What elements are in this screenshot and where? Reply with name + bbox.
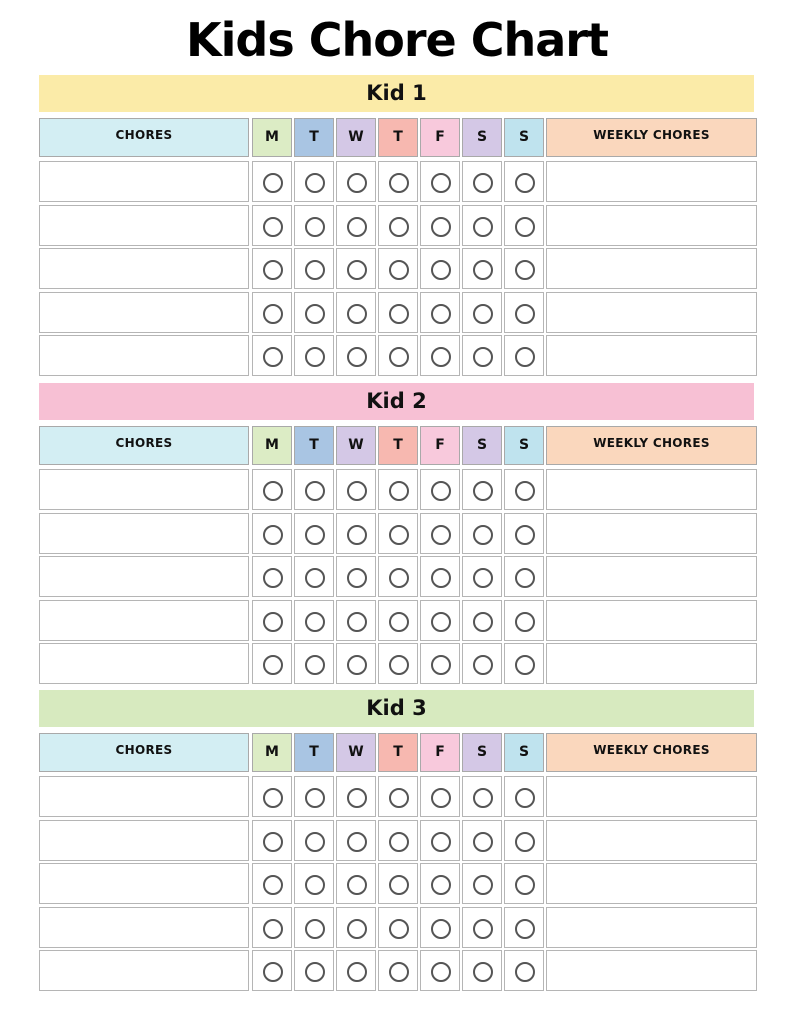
day-check-cell	[252, 335, 292, 376]
chore-entry-cell[interactable]	[39, 643, 249, 684]
day-column-header: F	[420, 118, 460, 157]
day-check-cell	[252, 205, 292, 246]
day-check-cell	[252, 600, 292, 641]
checkbox-circle[interactable]	[473, 304, 493, 324]
day-check-cell	[420, 335, 460, 376]
day-check-cell	[462, 907, 502, 948]
kid-name-banner: Kid 1	[39, 75, 754, 112]
checkbox-circle[interactable]	[515, 962, 535, 982]
day-check-cell	[420, 248, 460, 289]
day-column-header: T	[378, 733, 418, 772]
day-check-cell	[378, 335, 418, 376]
day-check-cell	[252, 907, 292, 948]
day-check-cell	[378, 292, 418, 333]
checkbox-circle[interactable]	[263, 832, 283, 852]
day-check-cell	[504, 205, 544, 246]
day-check-cell	[294, 161, 334, 202]
kid-name-banner: Kid 2	[39, 383, 754, 420]
chores-column-header: CHORES	[39, 426, 249, 465]
weekly-chore-entry-cell[interactable]	[546, 205, 757, 246]
checkbox-circle[interactable]	[515, 655, 535, 675]
checkbox-circle[interactable]	[263, 875, 283, 895]
checkbox-circle[interactable]	[515, 788, 535, 808]
day-check-cell	[378, 556, 418, 597]
chores-column-header: CHORES	[39, 733, 249, 772]
checkbox-circle[interactable]	[431, 919, 451, 939]
checkbox-circle[interactable]	[305, 304, 325, 324]
day-check-cell	[294, 600, 334, 641]
day-check-cell	[294, 776, 334, 817]
day-check-cell	[336, 161, 376, 202]
checkbox-circle[interactable]	[473, 788, 493, 808]
chore-entry-cell[interactable]	[39, 820, 249, 861]
checkbox-circle[interactable]	[347, 304, 367, 324]
checkbox-circle[interactable]	[389, 260, 409, 280]
day-check-cell	[378, 950, 418, 991]
day-column-header: F	[420, 733, 460, 772]
day-check-cell	[504, 292, 544, 333]
day-check-cell	[378, 248, 418, 289]
kid-name-banner: Kid 3	[39, 690, 754, 727]
weekly-chore-entry-cell[interactable]	[546, 776, 757, 817]
checkbox-circle[interactable]	[389, 525, 409, 545]
chore-entry-cell[interactable]	[39, 161, 249, 202]
checkbox-circle[interactable]	[305, 568, 325, 588]
day-check-cell	[462, 600, 502, 641]
day-check-cell	[336, 556, 376, 597]
day-check-cell	[462, 643, 502, 684]
day-check-cell	[252, 820, 292, 861]
day-check-cell	[336, 907, 376, 948]
checkbox-circle[interactable]	[305, 525, 325, 545]
day-column-header: M	[252, 118, 292, 157]
checkbox-circle[interactable]	[515, 347, 535, 367]
chore-entry-cell[interactable]	[39, 556, 249, 597]
checkbox-circle[interactable]	[431, 568, 451, 588]
checkbox-circle[interactable]	[389, 347, 409, 367]
weekly-chore-entry-cell[interactable]	[546, 950, 757, 991]
checkbox-circle[interactable]	[431, 655, 451, 675]
checkbox-circle[interactable]	[515, 217, 535, 237]
day-check-cell	[420, 776, 460, 817]
day-check-cell	[378, 600, 418, 641]
checkbox-circle[interactable]	[389, 788, 409, 808]
checkbox-circle[interactable]	[431, 217, 451, 237]
checkbox-circle[interactable]	[305, 962, 325, 982]
weekly-chore-entry-cell[interactable]	[546, 556, 757, 597]
checkbox-circle[interactable]	[347, 217, 367, 237]
checkbox-circle[interactable]	[473, 217, 493, 237]
day-check-cell	[504, 161, 544, 202]
checkbox-circle[interactable]	[389, 919, 409, 939]
checkbox-circle[interactable]	[347, 347, 367, 367]
checkbox-circle[interactable]	[263, 525, 283, 545]
day-column-header: M	[252, 733, 292, 772]
page-title: Kids Chore Chart	[186, 13, 608, 67]
day-check-cell	[420, 205, 460, 246]
checkbox-circle[interactable]	[389, 655, 409, 675]
checkbox-circle[interactable]	[389, 962, 409, 982]
checkbox-circle[interactable]	[347, 525, 367, 545]
checkbox-circle[interactable]	[431, 788, 451, 808]
day-check-cell	[336, 513, 376, 554]
day-check-cell	[336, 950, 376, 991]
checkbox-circle[interactable]	[515, 832, 535, 852]
checkbox-circle[interactable]	[305, 481, 325, 501]
checkbox-circle[interactable]	[473, 481, 493, 501]
chores-column-header: CHORES	[39, 118, 249, 157]
checkbox-circle[interactable]	[305, 612, 325, 632]
day-check-cell	[462, 205, 502, 246]
day-column-header: T	[294, 118, 334, 157]
checkbox-circle[interactable]	[263, 919, 283, 939]
day-check-cell	[252, 643, 292, 684]
checkbox-circle[interactable]	[347, 173, 367, 193]
checkbox-circle[interactable]	[263, 962, 283, 982]
chore-entry-cell[interactable]	[39, 513, 249, 554]
day-check-cell	[420, 907, 460, 948]
checkbox-circle[interactable]	[515, 568, 535, 588]
chore-entry-cell[interactable]	[39, 600, 249, 641]
checkbox-circle[interactable]	[515, 919, 535, 939]
day-check-cell	[504, 863, 544, 904]
checkbox-circle[interactable]	[431, 347, 451, 367]
day-check-cell	[294, 643, 334, 684]
checkbox-circle[interactable]	[305, 655, 325, 675]
day-check-cell	[420, 556, 460, 597]
day-check-cell	[504, 643, 544, 684]
checkbox-circle[interactable]	[431, 525, 451, 545]
weekly-chore-entry-cell[interactable]	[546, 161, 757, 202]
day-check-cell	[378, 820, 418, 861]
day-check-cell	[378, 907, 418, 948]
day-check-cell	[378, 863, 418, 904]
day-check-cell	[420, 600, 460, 641]
day-check-cell	[336, 335, 376, 376]
weekly-chores-column-header: WEEKLY CHORES	[546, 733, 757, 772]
day-check-cell	[294, 469, 334, 510]
checkbox-circle[interactable]	[515, 612, 535, 632]
day-check-cell	[252, 513, 292, 554]
checkbox-circle[interactable]	[431, 875, 451, 895]
day-check-cell	[462, 469, 502, 510]
chore-entry-cell[interactable]	[39, 776, 249, 817]
checkbox-circle[interactable]	[347, 655, 367, 675]
day-check-cell	[294, 556, 334, 597]
day-check-cell	[504, 335, 544, 376]
checkbox-circle[interactable]	[431, 962, 451, 982]
day-check-cell	[462, 776, 502, 817]
day-check-cell	[336, 776, 376, 817]
day-column-header: S	[462, 426, 502, 465]
day-check-cell	[504, 556, 544, 597]
checkbox-circle[interactable]	[389, 612, 409, 632]
checkbox-circle[interactable]	[347, 788, 367, 808]
weekly-chore-entry-cell[interactable]	[546, 292, 757, 333]
chore-entry-cell[interactable]	[39, 863, 249, 904]
checkbox-circle[interactable]	[431, 832, 451, 852]
checkbox-circle[interactable]	[263, 655, 283, 675]
day-check-cell	[462, 513, 502, 554]
day-check-cell	[294, 950, 334, 991]
checkbox-circle[interactable]	[305, 919, 325, 939]
day-column-header: S	[462, 733, 502, 772]
checkbox-circle[interactable]	[347, 568, 367, 588]
day-check-cell	[252, 776, 292, 817]
day-check-cell	[252, 863, 292, 904]
checkbox-circle[interactable]	[431, 304, 451, 324]
day-check-cell	[252, 161, 292, 202]
checkbox-circle[interactable]	[515, 260, 535, 280]
checkbox-circle[interactable]	[263, 217, 283, 237]
checkbox-circle[interactable]	[473, 173, 493, 193]
day-check-cell	[294, 907, 334, 948]
weekly-chores-column-header: WEEKLY CHORES	[546, 426, 757, 465]
weekly-chore-entry-cell[interactable]	[546, 820, 757, 861]
checkbox-circle[interactable]	[305, 832, 325, 852]
day-column-header: F	[420, 426, 460, 465]
checkbox-circle[interactable]	[431, 173, 451, 193]
checkbox-circle[interactable]	[263, 788, 283, 808]
checkbox-circle[interactable]	[389, 304, 409, 324]
day-check-cell	[462, 161, 502, 202]
day-check-cell	[252, 469, 292, 510]
checkbox-circle[interactable]	[473, 568, 493, 588]
checkbox-circle[interactable]	[431, 260, 451, 280]
checkbox-circle[interactable]	[305, 347, 325, 367]
day-check-cell	[294, 292, 334, 333]
checkbox-circle[interactable]	[347, 612, 367, 632]
day-check-cell	[504, 776, 544, 817]
chore-entry-cell[interactable]	[39, 292, 249, 333]
day-check-cell	[378, 776, 418, 817]
checkbox-circle[interactable]	[431, 612, 451, 632]
day-check-cell	[462, 950, 502, 991]
weekly-chore-entry-cell[interactable]	[546, 513, 757, 554]
weekly-chore-entry-cell[interactable]	[546, 907, 757, 948]
checkbox-circle[interactable]	[263, 260, 283, 280]
checkbox-circle[interactable]	[515, 173, 535, 193]
day-column-header: S	[462, 118, 502, 157]
checkbox-circle[interactable]	[389, 568, 409, 588]
day-check-cell	[420, 513, 460, 554]
day-check-cell	[420, 469, 460, 510]
checkbox-circle[interactable]	[263, 481, 283, 501]
day-check-cell	[504, 469, 544, 510]
day-check-cell	[420, 161, 460, 202]
day-check-cell	[252, 950, 292, 991]
day-column-header: T	[378, 426, 418, 465]
day-check-cell	[252, 556, 292, 597]
chore-entry-cell[interactable]	[39, 469, 249, 510]
checkbox-circle[interactable]	[305, 217, 325, 237]
day-column-header: S	[504, 733, 544, 772]
chore-entry-cell[interactable]	[39, 335, 249, 376]
day-check-cell	[420, 950, 460, 991]
day-column-header: T	[378, 118, 418, 157]
day-check-cell	[420, 820, 460, 861]
checkbox-circle[interactable]	[389, 832, 409, 852]
day-check-cell	[504, 820, 544, 861]
day-check-cell	[378, 513, 418, 554]
checkbox-circle[interactable]	[515, 875, 535, 895]
day-check-cell	[462, 335, 502, 376]
checkbox-circle[interactable]	[389, 173, 409, 193]
day-check-cell	[462, 248, 502, 289]
day-column-header: T	[294, 733, 334, 772]
day-column-header: W	[336, 426, 376, 465]
day-check-cell	[252, 292, 292, 333]
checkbox-circle[interactable]	[347, 832, 367, 852]
day-check-cell	[294, 513, 334, 554]
day-check-cell	[336, 292, 376, 333]
checkbox-circle[interactable]	[515, 481, 535, 501]
day-check-cell	[336, 469, 376, 510]
checkbox-circle[interactable]	[347, 481, 367, 501]
day-check-cell	[294, 863, 334, 904]
chore-entry-cell[interactable]	[39, 205, 249, 246]
checkbox-circle[interactable]	[473, 612, 493, 632]
checkbox-circle[interactable]	[263, 173, 283, 193]
chore-entry-cell[interactable]	[39, 248, 249, 289]
day-check-cell	[378, 643, 418, 684]
day-check-cell	[462, 820, 502, 861]
day-check-cell	[336, 863, 376, 904]
day-check-cell	[336, 248, 376, 289]
day-check-cell	[504, 513, 544, 554]
day-column-header: M	[252, 426, 292, 465]
weekly-chore-entry-cell[interactable]	[546, 469, 757, 510]
checkbox-circle[interactable]	[347, 919, 367, 939]
checkbox-circle[interactable]	[347, 962, 367, 982]
day-column-header: W	[336, 118, 376, 157]
day-check-cell	[252, 248, 292, 289]
day-column-header: W	[336, 733, 376, 772]
checkbox-circle[interactable]	[473, 525, 493, 545]
day-column-header: S	[504, 118, 544, 157]
checkbox-circle[interactable]	[389, 217, 409, 237]
checkbox-circle[interactable]	[305, 173, 325, 193]
day-check-cell	[294, 820, 334, 861]
day-check-cell	[504, 907, 544, 948]
checkbox-circle[interactable]	[515, 304, 535, 324]
day-check-cell	[336, 643, 376, 684]
checkbox-circle[interactable]	[515, 525, 535, 545]
day-check-cell	[378, 205, 418, 246]
day-check-cell	[504, 600, 544, 641]
day-check-cell	[420, 863, 460, 904]
checkbox-circle[interactable]	[263, 347, 283, 367]
weekly-chores-column-header: WEEKLY CHORES	[546, 118, 757, 157]
checkbox-circle[interactable]	[473, 962, 493, 982]
checkbox-circle[interactable]	[389, 481, 409, 501]
day-check-cell	[336, 205, 376, 246]
day-check-cell	[462, 863, 502, 904]
weekly-chore-entry-cell[interactable]	[546, 600, 757, 641]
checkbox-circle[interactable]	[473, 919, 493, 939]
day-check-cell	[336, 820, 376, 861]
day-check-cell	[378, 469, 418, 510]
day-check-cell	[294, 205, 334, 246]
checkbox-circle[interactable]	[473, 655, 493, 675]
checkbox-circle[interactable]	[347, 875, 367, 895]
day-check-cell	[504, 248, 544, 289]
checkbox-circle[interactable]	[263, 612, 283, 632]
checkbox-circle[interactable]	[305, 788, 325, 808]
weekly-chore-entry-cell[interactable]	[546, 643, 757, 684]
checkbox-circle[interactable]	[305, 875, 325, 895]
day-check-cell	[378, 161, 418, 202]
weekly-chore-entry-cell[interactable]	[546, 335, 757, 376]
day-column-header: T	[294, 426, 334, 465]
checkbox-circle[interactable]	[431, 481, 451, 501]
checkbox-circle[interactable]	[347, 260, 367, 280]
day-check-cell	[462, 556, 502, 597]
checkbox-circle[interactable]	[389, 875, 409, 895]
weekly-chore-entry-cell[interactable]	[546, 863, 757, 904]
day-check-cell	[504, 950, 544, 991]
day-column-header: S	[504, 426, 544, 465]
weekly-chore-entry-cell[interactable]	[546, 248, 757, 289]
checkbox-circle[interactable]	[473, 260, 493, 280]
day-check-cell	[294, 248, 334, 289]
checkbox-circle[interactable]	[305, 260, 325, 280]
checkbox-circle[interactable]	[473, 347, 493, 367]
day-check-cell	[420, 643, 460, 684]
checkbox-circle[interactable]	[263, 568, 283, 588]
day-check-cell	[462, 292, 502, 333]
day-check-cell	[336, 600, 376, 641]
checkbox-circle[interactable]	[473, 832, 493, 852]
chore-entry-cell[interactable]	[39, 907, 249, 948]
checkbox-circle[interactable]	[263, 304, 283, 324]
chore-entry-cell[interactable]	[39, 950, 249, 991]
checkbox-circle[interactable]	[473, 875, 493, 895]
day-check-cell	[294, 335, 334, 376]
day-check-cell	[420, 292, 460, 333]
